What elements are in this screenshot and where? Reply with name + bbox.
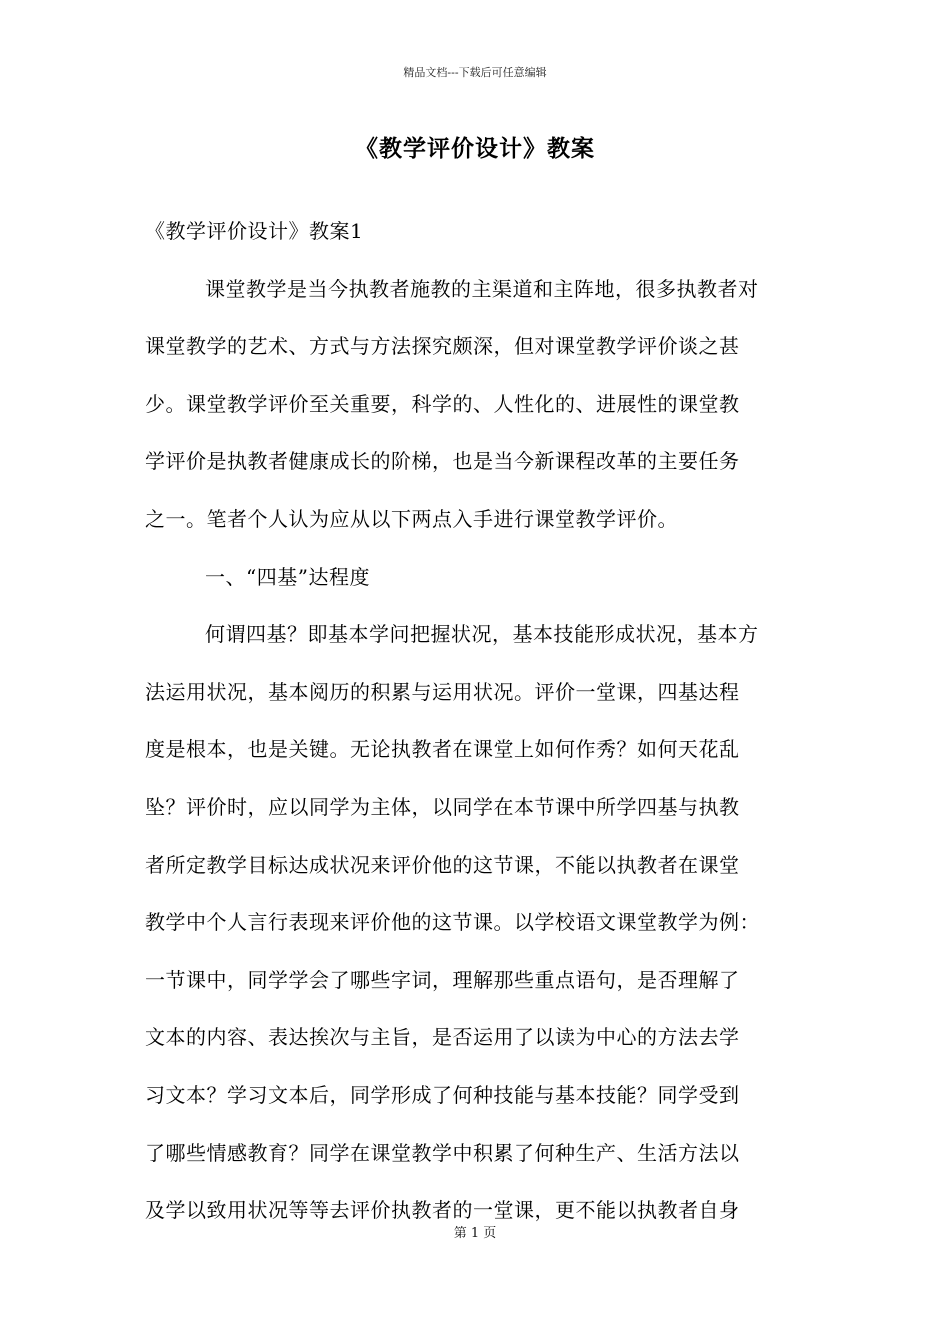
document-body [145,203,825,1240]
paragraph-line: 了哪些情感教育？同学在课堂教学中积累了何种生产、生活方法以 [145,1140,740,1165]
paragraph-line: 教学中个人言行表现来评价他的这节课。以学校语文课堂教学为例： [145,910,760,935]
paragraph-line: 者所定教学目标达成状况来评价他的这节课，不能以执教者在课堂 [145,852,740,877]
section-heading: 《教学评价设计》教案1 [145,219,364,243]
paragraph-line: 之一。笔者个人认为应从以下两点入手进行课堂教学评价。 [145,506,678,531]
paragraph-line: 何谓四基？即基本学问把握状况，基本技能形成状况，基本方 [205,622,759,647]
paragraph-line: 课堂教学的艺术、方式与方法探究颇深，但对课堂教学评价谈之甚 [145,334,740,359]
paragraph-line: 课堂教学是当今执教者施教的主渠道和主阵地，很多执教者对 [205,276,759,301]
subsection-heading: 一、“四基”达程度 [205,564,370,589]
paragraph-line: 一节课中，同学学会了哪些字词，理解那些重点语句，是否理解了 [145,967,740,992]
paragraph-line: 坠？评价时，应以同学为主体，以同学在本节课中所学四基与执教 [145,794,740,819]
page-header: 精品文档---下载后可任意编辑 [403,66,547,79]
paragraph-line: 学评价是执教者健康成长的阶梯，也是当今新课程改革的主要任务 [145,449,740,474]
paragraph-line: 文本的内容、表达挨次与主旨，是否运用了以读为中心的方法去学 [145,1025,740,1050]
paragraph-line: 少。课堂教学评价至关重要，科学的、人性化的、进展性的课堂教 [145,391,740,416]
paragraph-line: 法运用状况，基本阅历的积累与运用状况。评价一堂课，四基达程 [145,679,740,704]
page-number: 第 1 页 [453,1226,497,1241]
paragraph-line: 习文本？学习文本后，同学形成了何种技能与基本技能？同学受到 [145,1082,740,1107]
paragraph-line: 度是根本，也是关键。无论执教者在课堂上如何作秀？如何天花乱 [145,737,740,762]
paragraph-line: 及学以致用状况等等去评价执教者的一堂课，更不能以执教者自身 [145,1198,740,1223]
document-title: 《教学评价设计》教案 [355,135,595,162]
